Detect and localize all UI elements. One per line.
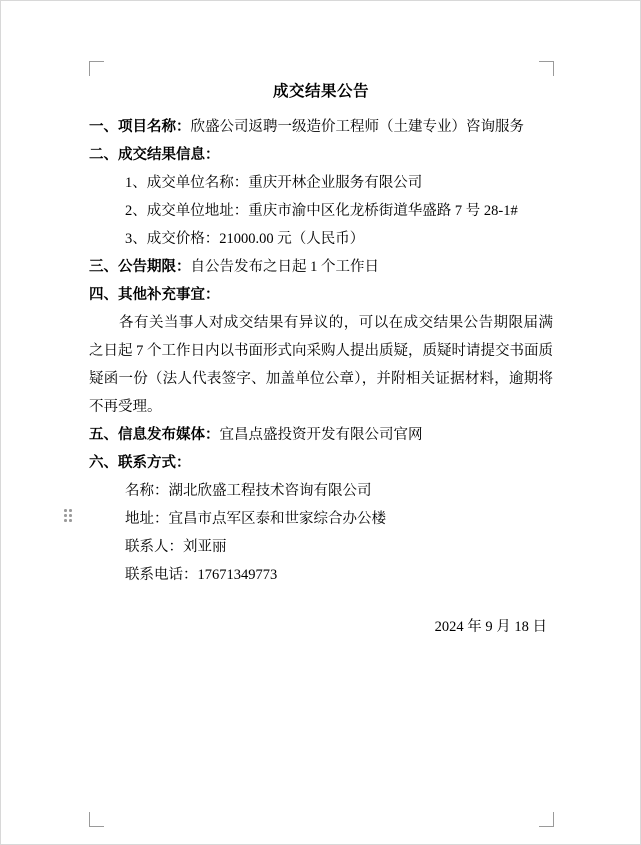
section-six	[89, 449, 553, 477]
section-three	[89, 253, 553, 281]
contact-address: 地址：宜昌市点军区泰和世家综合办公楼	[125, 511, 386, 527]
section-three-text: 自公告发布之日起 1 个工作日	[190, 259, 379, 275]
section-four	[89, 281, 553, 309]
contact-name: 名称：湖北欣盛工程技术咨询有限公司	[125, 483, 372, 499]
section-two	[89, 141, 553, 169]
result-item-3: 3、成交价格：21000.00 元（人民币）	[125, 231, 365, 247]
section-four-heading: 四、其他补充事宜：	[89, 287, 220, 303]
section-six-heading: 六、联系方式：	[89, 455, 191, 471]
section-one-heading: 一、项目名称：	[89, 119, 191, 135]
section-one-text: 欣盛公司返聘一级造价工程师（土建专业）咨询服务	[190, 119, 524, 135]
document-body	[89, 69, 553, 636]
result-item-1: 1、成交单位名称：重庆开林企业服务有限公司	[125, 175, 423, 191]
document-date: 2024 年 9 月 18 日	[434, 619, 547, 635]
section-five-text: 宜昌点盛投资开发有限公司官网	[219, 427, 423, 443]
contact-phone: 联系电话：17671349773	[125, 567, 278, 583]
crop-mark-bottom-left	[89, 812, 104, 827]
section-five-heading: 五、信息发布媒体：	[89, 427, 220, 443]
contact-person: 联系人：刘亚丽	[125, 539, 227, 555]
page-title: 成交结果公告	[272, 83, 369, 100]
section-five	[89, 421, 553, 449]
drag-handle-icon[interactable]	[64, 509, 74, 523]
section-one	[89, 113, 553, 141]
result-item-2: 2、成交单位地址：重庆市渝中区化龙桥街道华盛路 7 号 28-1#	[125, 203, 518, 219]
crop-mark-bottom-right	[539, 812, 554, 827]
section-two-heading: 二、成交结果信息：	[89, 147, 220, 163]
section-four-paragraph: 各有关当事人对成交结果有异议的，可以在成交结果公告期限届满之日起 7 个工作日内以书面形式向采购人提出质疑，质疑时请提交书面质疑函一份（法人代表签字、加盖单位公章），并附相关证据材料，逾期将不再受理。	[89, 315, 553, 415]
section-three-heading: 三、公告期限：	[89, 259, 191, 275]
